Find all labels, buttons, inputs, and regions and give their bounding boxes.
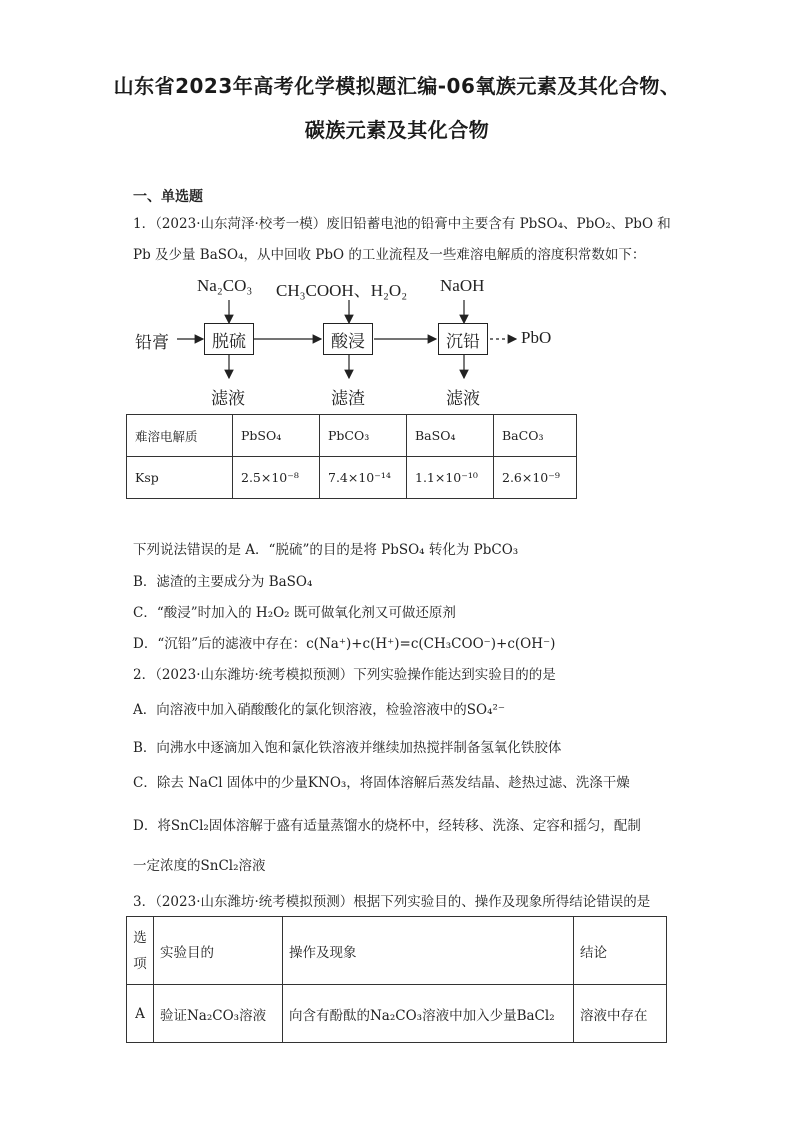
table-cell: 难溶电解质 xyxy=(127,415,233,457)
flow-input: 铅膏 xyxy=(135,333,169,352)
process-flow-diagram xyxy=(133,268,613,418)
table-cell: PbCO₃ xyxy=(320,415,407,457)
flow-step-acid-leach: 酸浸 xyxy=(323,323,373,355)
q2-option-a: A．向溶液中加入硝酸酸化的氯化钡溶液，检验溶液中的SO₄²⁻ xyxy=(133,702,506,718)
table-cell: PbSO₄ xyxy=(233,415,320,457)
q2-option-b: B．向沸水中逐滴加入饱和氯化铁溶液并继续加热搅拌制备氢氧化铁胶体 xyxy=(133,740,562,756)
table-cell: 7.4×10⁻¹⁴ xyxy=(320,457,407,499)
flow-waste-2: 滤渣 xyxy=(331,389,365,408)
table-cell: BaSO₄ xyxy=(407,415,494,457)
table-header-option: 选项 xyxy=(127,917,154,985)
table-header-purpose: 实验目的 xyxy=(154,917,283,985)
table-header-conclusion: 结论 xyxy=(574,917,667,985)
q1-option-c: C．“酸浸”时加入的 H₂O₂ 既可做氧化剂又可做还原剂 xyxy=(133,605,456,621)
q2-stem: 2．（2023·山东潍坊·统考模拟预测）下列实验操作能达到实验目的的是 xyxy=(133,667,556,683)
q1-option-d: D．“沉铅”后的滤液中存在：c(Na⁺)+c(H⁺)=c(CH₃COO⁻)+c(OH⁻) xyxy=(133,636,556,652)
table-cell: 2.6×10⁻⁹ xyxy=(494,457,577,499)
q1-stem-line1: 1．（2023·山东菏泽·校考一模）废旧铅蓄电池的铅膏中主要含有 PbSO₄、PbO₂、PbO 和 xyxy=(133,216,671,232)
flow-product: PbO xyxy=(521,328,552,347)
q2-option-c: C．除去 NaCl 固体中的少量KNO₃，将固体溶解后蒸发结晶、趁热过滤、洗涤干燥 xyxy=(133,775,630,791)
table-cell: Ksp xyxy=(127,457,233,499)
reagent-1: Na₂CO₃ xyxy=(197,276,253,295)
flow-step-desulfurize: 脱硫 xyxy=(204,323,254,355)
q2-option-d-line1: D．将SnCl₂固体溶解于盛有适量蒸馏水的烧杯中，经转移、洗涤、定容和摇匀，配制 xyxy=(133,818,641,834)
table-cell: 2.5×10⁻⁸ xyxy=(233,457,320,499)
table-cell: 验证Na₂CO₃溶液 xyxy=(154,985,283,1043)
table-row xyxy=(127,457,577,499)
flow-step-precipitate: 沉铅 xyxy=(438,323,488,355)
flow-waste-1: 滤液 xyxy=(211,389,245,408)
table-cell: 向含有酚酞的Na₂CO₃溶液中加入少量BaCl₂ xyxy=(283,985,574,1043)
q1-stem-line2: Pb 及少量 BaSO₄，从中回收 PbO 的工业流程及一些难溶电解质的溶度积常数如下： xyxy=(133,247,646,263)
reagent-3: NaOH xyxy=(440,276,485,295)
reagent-2: CH₃COOH、H₂O₂ xyxy=(276,281,408,300)
document-title-line2: 碳族元素及其化合物 xyxy=(304,118,490,142)
table-cell: A xyxy=(127,985,154,1043)
table-cell: 溶液中存在 xyxy=(574,985,667,1043)
q1-option-a: 下列说法错误的是 A．“脱硫”的目的是将 PbSO₄ 转化为 PbCO₃ xyxy=(133,542,519,558)
ksp-table xyxy=(126,414,577,499)
q2-option-d-line2: 一定浓度的SnCl₂溶液 xyxy=(133,858,266,874)
table-cell: 1.1×10⁻¹⁰ xyxy=(407,457,494,499)
q1-option-b: B．滤渣的主要成分为 BaSO₄ xyxy=(133,574,313,590)
table-row xyxy=(127,917,667,985)
q3-stem: 3．（2023·山东潍坊·统考模拟预测）根据下列实验目的、操作及现象所得结论错误的是 xyxy=(133,894,651,910)
table-row xyxy=(127,415,577,457)
table-row xyxy=(127,985,667,1043)
flow-waste-3: 滤液 xyxy=(446,389,480,408)
q3-table xyxy=(126,916,667,1043)
document-title-line1: 山东省2023年高考化学模拟题汇编-06氧族元素及其化合物、 xyxy=(113,74,681,98)
table-header-operation: 操作及现象 xyxy=(283,917,574,985)
section-heading: 一、单选题 xyxy=(133,189,203,205)
table-cell: BaCO₃ xyxy=(494,415,577,457)
